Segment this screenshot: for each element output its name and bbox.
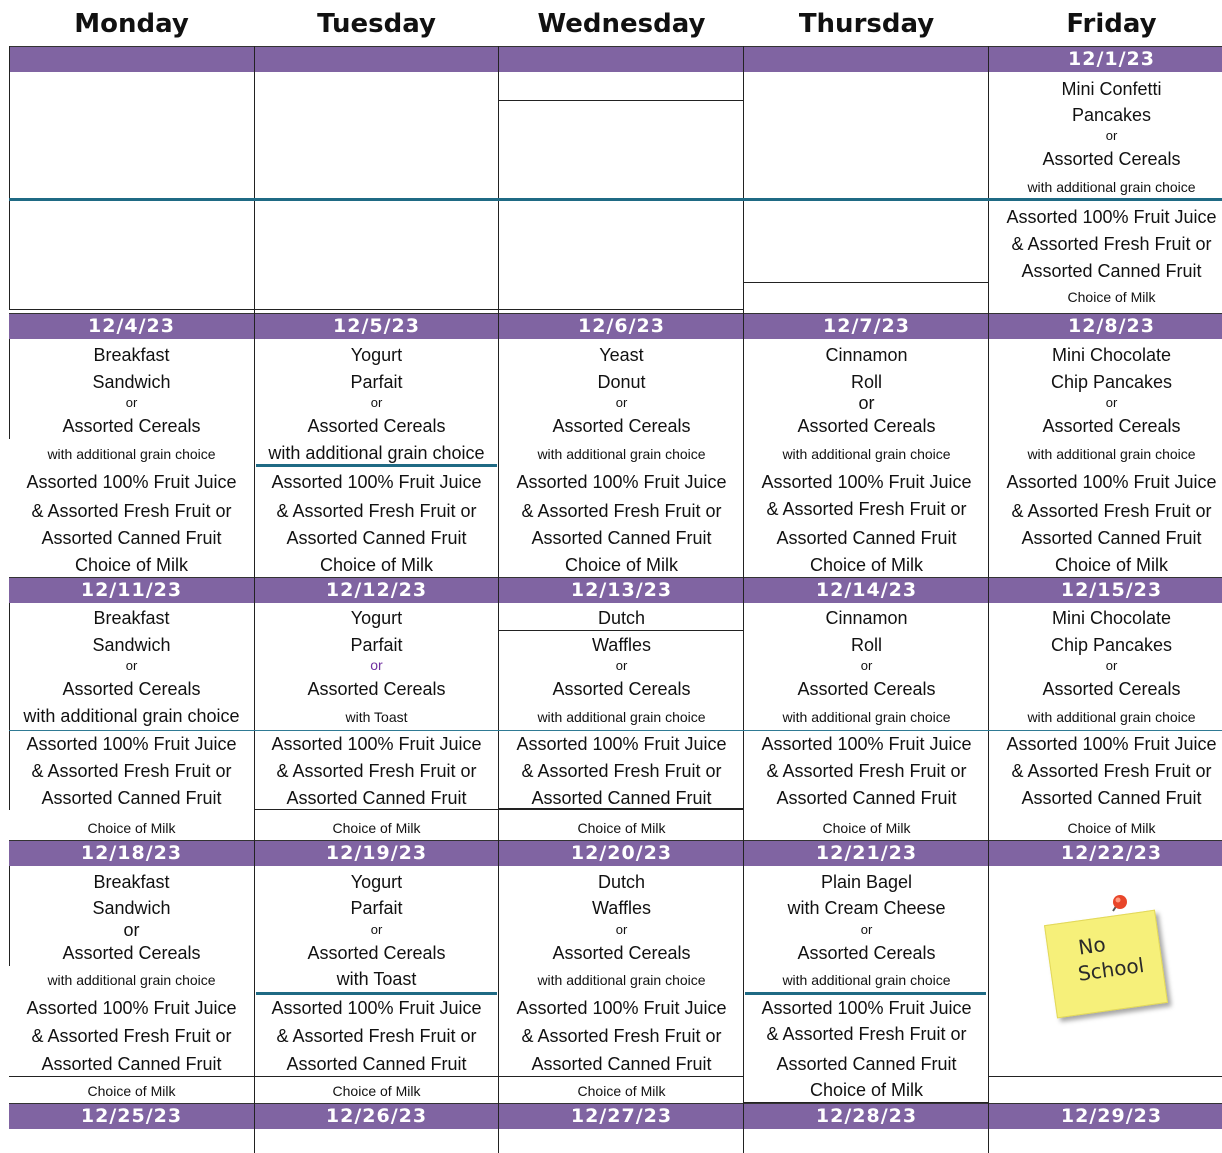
- date-cell: 12/4/23: [88, 315, 175, 337]
- grain-choice-label: with additional grain choice: [1027, 179, 1196, 195]
- date-cell: [744, 47, 989, 72]
- entree-line-1: Mini Chocolate: [1051, 345, 1172, 365]
- milk-label: Choice of Milk: [332, 820, 421, 836]
- cereals-label: Assorted Cereals: [307, 416, 446, 436]
- date-cell: 12/29/23: [1060, 1105, 1163, 1127]
- or-label: or: [858, 393, 875, 413]
- grain-choice-label: with additional grain choice: [1027, 709, 1196, 725]
- or-label: or: [370, 657, 383, 673]
- milk-label: Choice of Milk: [332, 1083, 421, 1099]
- canned-fruit-label: Assorted Canned Fruit: [1021, 528, 1202, 548]
- fresh-fruit-label: & Assorted Fresh Fruit or: [521, 761, 722, 781]
- date-cell: 12/28/23: [815, 1105, 918, 1127]
- column-divider: [9, 46, 10, 309]
- date-cell: 12/22/23: [1060, 842, 1163, 864]
- day-header-monday: Monday: [74, 9, 189, 39]
- cereals-label: Assorted Cereals: [62, 679, 201, 699]
- date-cell: 12/21/23: [815, 842, 918, 864]
- canned-fruit-label: Assorted Canned Fruit: [41, 1054, 222, 1074]
- or-label: or: [370, 922, 383, 937]
- milk-label: Choice of Milk: [1067, 289, 1156, 305]
- date-cell: 12/15/23: [1060, 579, 1163, 601]
- note-line-2: School: [1076, 952, 1146, 986]
- entree-line-2: with Cream Cheese: [787, 898, 946, 918]
- entree-line-2: Sandwich: [92, 372, 171, 392]
- entree-line-1: Cinnamon: [825, 345, 908, 365]
- fresh-fruit-label: & Assorted Fresh Fruit or: [766, 499, 967, 519]
- milk-label: Choice of Milk: [1067, 820, 1156, 836]
- entree-line-2: Parfait: [350, 898, 403, 918]
- juice-label: Assorted 100% Fruit Juice: [26, 734, 237, 754]
- or-label: or: [615, 658, 628, 673]
- fresh-fruit-label: & Assorted Fresh Fruit or: [31, 761, 232, 781]
- entree-line-2: Sandwich: [92, 635, 171, 655]
- date-cell: 12/19/23: [325, 842, 428, 864]
- grain-choice-label: with additional grain choice: [268, 443, 485, 463]
- entree-line-1: Breakfast: [93, 872, 170, 892]
- week-4-date-bar: [9, 840, 1222, 866]
- cereals-label: Assorted Cereals: [797, 416, 936, 436]
- milk-label: Choice of Milk: [564, 555, 679, 575]
- date-cell: 12/11/23: [80, 579, 183, 601]
- juice-label: Assorted 100% Fruit Juice: [516, 734, 727, 754]
- date-cell: 12/12/23: [325, 579, 428, 601]
- or-label: or: [615, 395, 628, 410]
- canned-fruit-label: Assorted Canned Fruit: [41, 528, 222, 548]
- row-divider: [744, 282, 988, 283]
- juice-label: Assorted 100% Fruit Juice: [26, 472, 237, 492]
- or-label: or: [123, 920, 140, 940]
- entree-line-1: Mini Chocolate: [1051, 608, 1172, 628]
- entree-line-2: Parfait: [350, 635, 403, 655]
- milk-label: Choice of Milk: [577, 1083, 666, 1099]
- canned-fruit-label: Assorted Canned Fruit: [531, 788, 712, 808]
- grain-choice-label: with additional grain choice: [782, 972, 951, 988]
- or-label: or: [1105, 658, 1118, 673]
- week-5-date-bar: [9, 1103, 1222, 1129]
- date-cell: 12/25/23: [80, 1105, 183, 1127]
- date-cell: 12/8/23: [1068, 315, 1155, 337]
- date-cell: 12/27/23: [570, 1105, 673, 1127]
- juice-label: Assorted 100% Fruit Juice: [761, 472, 972, 492]
- juice-label: Assorted 100% Fruit Juice: [516, 472, 727, 492]
- entree-line-1: Breakfast: [93, 608, 170, 628]
- entree-line-1: Yogurt: [350, 872, 403, 892]
- or-label: or: [860, 922, 873, 937]
- or-label: or: [370, 395, 383, 410]
- grain-choice-label: with additional grain choice: [537, 972, 706, 988]
- day-header-friday: Friday: [1066, 9, 1157, 39]
- fresh-fruit-label: & Assorted Fresh Fruit or: [276, 761, 477, 781]
- milk-label: Choice of Milk: [319, 555, 434, 575]
- note-line-1: No: [1076, 932, 1108, 960]
- juice-label: Assorted 100% Fruit Juice: [761, 734, 972, 754]
- fresh-fruit-label: & Assorted Fresh Fruit or: [1011, 761, 1212, 781]
- juice-label: Assorted 100% Fruit Juice: [761, 998, 972, 1018]
- entree-line-2: Waffles: [591, 635, 652, 655]
- teal-divider: [9, 198, 1222, 201]
- day-header-wednesday: Wednesday: [537, 9, 706, 39]
- canned-fruit-label: Assorted Canned Fruit: [286, 1054, 467, 1074]
- week-3-date-bar: [9, 577, 1222, 603]
- fresh-fruit-label: & Assorted Fresh Fruit or: [766, 1024, 967, 1044]
- entree-line-1: Dutch: [597, 872, 646, 892]
- date-cell: 12/6/23: [578, 315, 665, 337]
- milk-label: Choice of Milk: [87, 1083, 176, 1099]
- cereals-label: Assorted Cereals: [1042, 416, 1181, 436]
- fresh-fruit-label: & Assorted Fresh Fruit or: [276, 1026, 477, 1046]
- date-cell: 12/5/23: [333, 315, 420, 337]
- or-label: or: [1105, 128, 1118, 143]
- milk-label: Choice of Milk: [809, 555, 924, 575]
- date-cell: [9, 47, 254, 72]
- date-cell: 12/20/23: [570, 842, 673, 864]
- cereals-label: Assorted Cereals: [307, 943, 446, 963]
- canned-fruit-label: Assorted Canned Fruit: [776, 788, 957, 808]
- canned-fruit-label: Assorted Canned Fruit: [531, 528, 712, 548]
- canned-fruit-label: Assorted Canned Fruit: [776, 528, 957, 548]
- date-cell: [254, 47, 499, 72]
- cereals-label: Assorted Cereals: [62, 943, 201, 963]
- week-2-date-bar: [9, 313, 1222, 339]
- entree-line-2: Roll: [850, 635, 882, 655]
- entree-line-1: Mini Confetti: [1061, 79, 1162, 99]
- canned-fruit-label: Assorted Canned Fruit: [41, 788, 222, 808]
- canned-fruit-label: Assorted Canned Fruit: [531, 1054, 712, 1074]
- juice-label: Assorted 100% Fruit Juice: [271, 998, 482, 1018]
- grain-choice-label: with additional grain choice: [537, 446, 706, 462]
- row-divider: [989, 1076, 1222, 1077]
- grain-choice-label: with additional grain choice: [537, 709, 706, 725]
- canned-fruit-label: Assorted Canned Fruit: [1021, 788, 1202, 808]
- entree-line-2: Chip Pancakes: [1050, 635, 1173, 655]
- fresh-fruit-label: & Assorted Fresh Fruit or: [521, 501, 722, 521]
- fresh-fruit-label: & Assorted Fresh Fruit or: [31, 501, 232, 521]
- no-school-sticky-note: [1044, 910, 1168, 1019]
- fresh-fruit-label: & Assorted Fresh Fruit or: [276, 501, 477, 521]
- day-header-thursday: Thursday: [798, 9, 935, 39]
- row-divider: [9, 309, 743, 310]
- juice-label: Assorted 100% Fruit Juice: [1006, 734, 1217, 754]
- entree-line-1: Breakfast: [93, 345, 170, 365]
- entree-line-2: Waffles: [591, 898, 652, 918]
- grain-choice-label: with additional grain choice: [782, 709, 951, 725]
- juice-label: Assorted 100% Fruit Juice: [271, 734, 482, 754]
- cereals-label: Assorted Cereals: [797, 943, 936, 963]
- cereals-label: Assorted Cereals: [1042, 679, 1181, 699]
- grain-choice-label: with additional grain choice: [23, 706, 240, 726]
- fresh-fruit-label: & Assorted Fresh Fruit or: [31, 1026, 232, 1046]
- day-header-tuesday: Tuesday: [317, 9, 436, 39]
- juice-label: Assorted 100% Fruit Juice: [26, 998, 237, 1018]
- entree-line-2: Sandwich: [92, 898, 171, 918]
- date-cell: 12/18/23: [80, 842, 183, 864]
- canned-fruit-label: Assorted Canned Fruit: [776, 1054, 957, 1074]
- cereals-label: Assorted Cereals: [797, 679, 936, 699]
- date-cell: 12/14/23: [815, 579, 918, 601]
- date-cell: 12/1/23: [1068, 48, 1155, 70]
- canned-fruit-label: Assorted Canned Fruit: [286, 788, 467, 808]
- entree-line-2: Donut: [597, 372, 646, 392]
- or-label: or: [125, 658, 138, 673]
- entree-line-1: Dutch: [597, 608, 646, 628]
- date-cell: [499, 47, 744, 72]
- entree-line-1: Yogurt: [350, 345, 403, 365]
- date-cell: 12/26/23: [325, 1105, 428, 1127]
- entree-line-1: Plain Bagel: [820, 872, 913, 892]
- row-divider: [499, 100, 743, 101]
- cereals-label: Assorted Cereals: [307, 679, 446, 699]
- milk-label: Choice of Milk: [1054, 555, 1169, 575]
- cereals-label: Assorted Cereals: [552, 679, 691, 699]
- week-1-date-bar: [9, 46, 1222, 72]
- milk-label: Choice of Milk: [577, 820, 666, 836]
- entree-line-1: Cinnamon: [825, 608, 908, 628]
- milk-label: Choice of Milk: [822, 820, 911, 836]
- juice-label: Assorted 100% Fruit Juice: [516, 998, 727, 1018]
- milk-label: Choice of Milk: [74, 555, 189, 575]
- fresh-fruit-label: & Assorted Fresh Fruit or: [1011, 501, 1212, 521]
- or-label: or: [125, 395, 138, 410]
- juice-label: Assorted 100% Fruit Juice: [1006, 472, 1217, 492]
- entree-line-2: Pancakes: [1071, 105, 1152, 125]
- cereals-label: Assorted Cereals: [552, 943, 691, 963]
- fresh-fruit-label: & Assorted Fresh Fruit or: [766, 761, 967, 781]
- entree-line-2: Chip Pancakes: [1050, 372, 1173, 392]
- cereals-label: Assorted Cereals: [552, 416, 691, 436]
- entree-line-2: Roll: [850, 372, 882, 392]
- push-pin-icon: [1107, 893, 1129, 915]
- or-label: or: [615, 922, 628, 937]
- grain-choice-label: with additional grain choice: [782, 446, 951, 462]
- entree-line-1: Yeast: [599, 345, 644, 365]
- milk-label: Choice of Milk: [87, 820, 176, 836]
- date-cell: 12/13/23: [570, 579, 673, 601]
- grain-choice-label: with additional grain choice: [47, 446, 216, 462]
- toast-label: with Toast: [345, 709, 408, 725]
- canned-fruit-label: Assorted Canned Fruit: [1021, 261, 1202, 281]
- grain-choice-label: with additional grain choice: [1027, 446, 1196, 462]
- fresh-fruit-label: & Assorted Fresh Fruit or: [521, 1026, 722, 1046]
- fresh-fruit-label: & Assorted Fresh Fruit or: [1011, 234, 1212, 254]
- entree-line-2: Parfait: [350, 372, 403, 392]
- grain-choice-label: with additional grain choice: [47, 972, 216, 988]
- or-label: or: [860, 658, 873, 673]
- milk-label: Choice of Milk: [809, 1080, 924, 1100]
- toast-label: with Toast: [336, 969, 417, 989]
- or-label: or: [1105, 395, 1118, 410]
- entree-line-1: Yogurt: [350, 608, 403, 628]
- cereals-label: Assorted Cereals: [62, 416, 201, 436]
- canned-fruit-label: Assorted Canned Fruit: [286, 528, 467, 548]
- juice-label: Assorted 100% Fruit Juice: [271, 472, 482, 492]
- juice-label: Assorted 100% Fruit Juice: [1006, 207, 1217, 227]
- date-cell: 12/7/23: [823, 315, 910, 337]
- cereals-label: Assorted Cereals: [1042, 149, 1181, 169]
